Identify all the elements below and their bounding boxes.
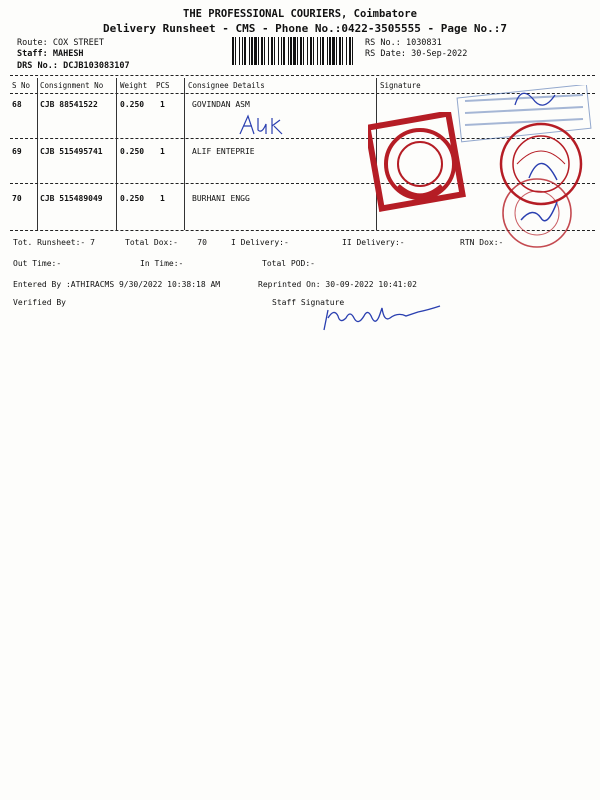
cell-pcs: 1	[160, 100, 165, 109]
grey-circular-stamp	[497, 176, 577, 250]
total-runsheet: Tot. Runsheet:- 7	[13, 238, 95, 247]
total-dox-value: 70	[197, 238, 207, 247]
cell-pcs: 1	[160, 194, 165, 203]
total-pod: Total POD:-	[262, 259, 315, 268]
barcode-image	[232, 37, 354, 65]
cell-consignee: BURHANI ENGG	[192, 194, 250, 203]
cell-weight: 0.250	[120, 194, 145, 203]
staff-signature-scribble	[318, 298, 450, 334]
cell-sno: 69	[12, 147, 22, 156]
col-divider	[184, 78, 185, 230]
out-time: Out Time:-	[13, 259, 62, 268]
cell-consignment: CJB 88541522	[40, 100, 98, 109]
reprinted-on: Reprinted On: 30-09-2022 10:41:02	[258, 280, 417, 289]
rs-date-value: 30-Sep-2022	[411, 49, 468, 59]
cell-sno: 68	[12, 100, 22, 109]
staff-line	[17, 49, 84, 59]
rs-no-line	[365, 38, 442, 48]
cell-weight: 0.250	[120, 147, 145, 156]
cell-weight: 0.250	[120, 100, 145, 109]
table-top-rule	[10, 75, 595, 76]
col-header-consignee: Consignee Details	[188, 81, 265, 90]
company-title: THE PROFESSIONAL COURIERS, Coimbatore	[183, 8, 417, 20]
drs-line	[17, 61, 130, 71]
cell-pcs: 1	[160, 147, 165, 156]
col-header-consignment: Consignment No	[40, 81, 104, 90]
col-header-sno: S No	[12, 81, 31, 90]
cell-consignment: CJB 515489049	[40, 194, 103, 203]
total-dox-label: Total Dox:-	[125, 238, 178, 247]
rs-date-line	[365, 49, 467, 59]
col-header-weight: Weight	[120, 81, 148, 90]
route-value: COX STREET	[52, 38, 105, 48]
route-label: Route:	[17, 38, 48, 48]
staff-signature-label: Staff Signature	[272, 298, 345, 307]
in-time: In Time:-	[140, 259, 184, 268]
cell-consignment: CJB 515495741	[40, 147, 103, 156]
rs-date-label: RS Date:	[365, 49, 406, 59]
staff-value: MAHESH	[52, 49, 84, 59]
staff-label: Staff:	[17, 49, 48, 59]
col-divider	[37, 78, 38, 230]
runsheet-subtitle: Delivery Runsheet - CMS - Phone No.:0422-3505555 - Page No.:7	[103, 22, 507, 35]
cell-consignee: GOVINDAN ASM	[192, 100, 250, 109]
col-header-signature: Signature	[380, 81, 421, 90]
ii-delivery: II Delivery:-	[342, 238, 405, 247]
i-delivery: I Delivery:-	[231, 238, 289, 247]
col-header-pcs: PCS	[156, 81, 170, 90]
drs-value: DCJB103083107	[63, 61, 130, 71]
rs-no-value: 1030831	[405, 38, 442, 48]
total-dox	[125, 238, 207, 247]
entered-by: Entered By :ATHIRACMS 9/30/2022 10:38:18 AM	[13, 280, 221, 289]
cell-sno: 70	[12, 194, 22, 203]
route-line	[17, 38, 104, 48]
cell-consignee: ALIF ENTEPRIE	[192, 147, 255, 156]
col-divider	[116, 78, 117, 230]
rtn-dox: RTN Dox:-	[460, 238, 504, 247]
rs-no-label: RS No.:	[365, 38, 401, 48]
drs-label: DRS No.:	[17, 61, 58, 71]
verified-by: Verified By	[13, 298, 66, 307]
handwritten-initials	[236, 112, 292, 138]
